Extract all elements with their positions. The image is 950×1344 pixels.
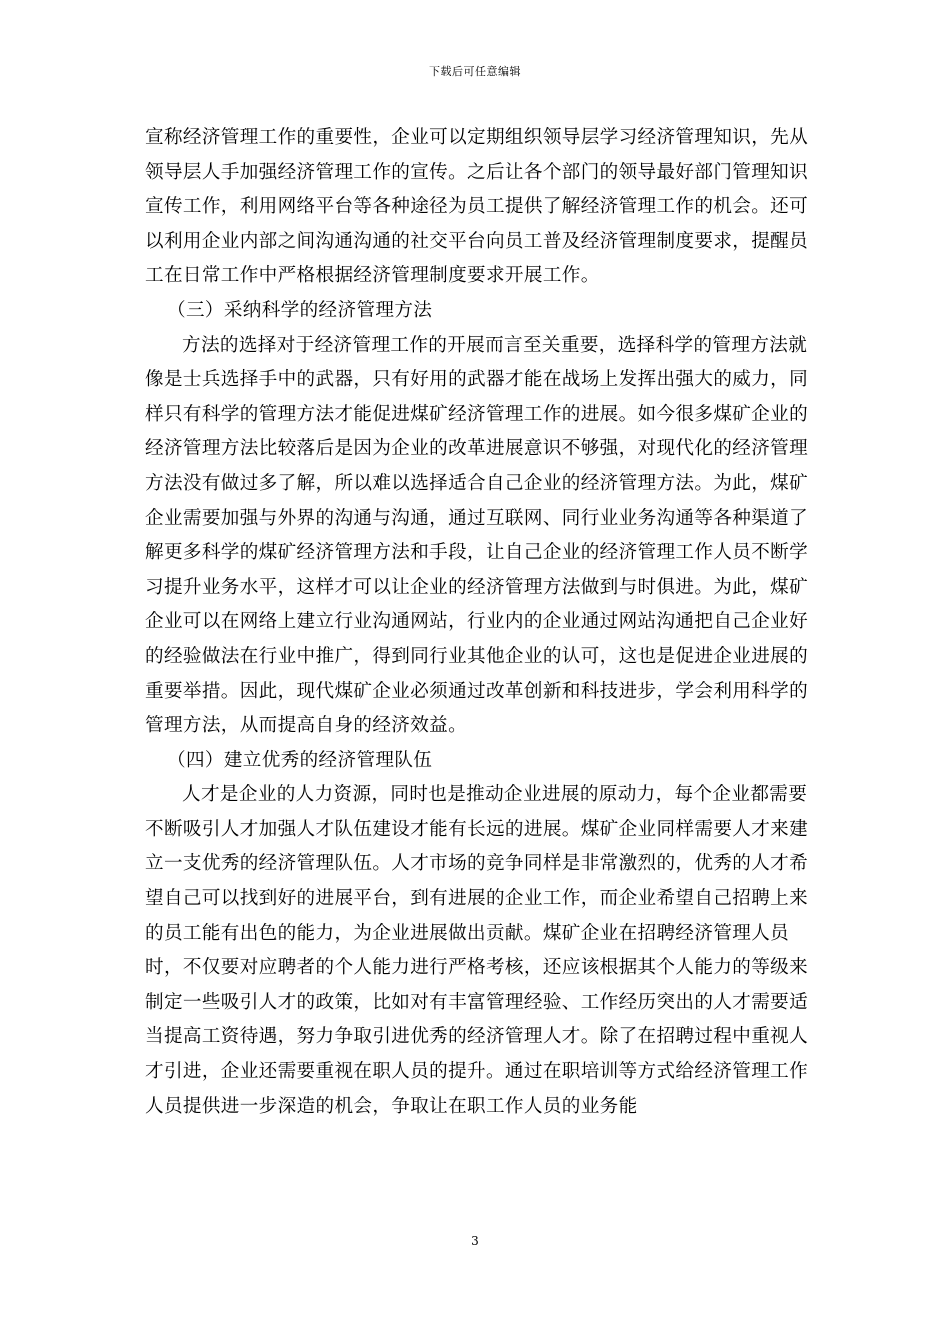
- paragraph-1: 宣称经济管理工作的重要性，企业可以定期组织领导层学习经济管理知识，先从领导层人手加强经济管理工作的宣传。之后让各个部门的领导最好部门管理知识宣传工作，利用网络平台等各种途径为员工提供了解经济管理工作的机会。还可以利用企业内部之间沟通沟通的社交平台向员工普及经济管理制度要求，提醒员工在日常工作中严格根据经济管理制度要求开展工作。: [145, 127, 809, 287]
- paragraph-3: 人才是企业的人力资源，同时也是推动企业进展的原动力，每个企业都需要不断吸引人才加强人才队伍建设才能有长远的进展。煤矿企业同样需要人才来建立一支优秀的经济管理队伍。人才市场的竞争同样是非常激烈的，优秀的人才希望自己可以找到好的进展平台，到有进展的企业工作，而企业希望自己招聘上来的员工能有出色的能力，为企业进展做出贡献。煤矿企业在招聘经济管理人员时，不仅要对应聘者的个人能力进行严格考核，还应该根据其个人能力的等级来制定一些吸引人才的政策，比如对有丰富管理经验、工作经历突出的人才需要适当提高工资待遇，努力争取引进优秀的经济管理人才。除了在招聘过程中重视人才引进，企业还需要重视在职人员的提升。通过在职培训等方式给经济管理工作人员提供进一步深造的机会，争取让在职工作人员的业务能: [145, 784, 809, 1117]
- page-header: 下载后可任意编辑: [429, 65, 521, 78]
- page-number: 3: [471, 1234, 479, 1248]
- document-body: [145, 121, 809, 1124]
- paragraph-2: 方法的选择对于经济管理工作的开展而言至关重要，选择科学的管理方法就像是士兵选择手中的武器，只有好用的武器才能在战场上发挥出强大的威力，同样只有科学的管理方法才能促进煤矿经济管理工作的进展。如今很多煤矿企业的经济管理方法比较落后是因为企业的改革进展意识不够强，对现代化的经济管理方法没有做过多了解，所以难以选择适合自己企业的经济管理方法。为此，煤矿企业需要加强与外界的沟通与沟通，通过互联网、同行业业务沟通等各种渠道了解更多科学的煤矿经济管理方法和手段，让自己企业的经济管理工作人员不断学习提升业务水平，这样才可以让企业的经济管理方法做到与时俱进。为此，煤矿企业可以在网络上建立行业沟通网站，行业内的企业通过网站沟通把自己企业好的经验做法在行业中推广，得到同行业其他企业的认可，这也是促进企业进展的重要举措。因此，现代煤矿企业必须通过改革创新和科技进步，学会利用科学的管理方法，从而提高自身的经济效益。: [145, 334, 809, 737]
- section-heading-4: （四）建立优秀的经济管理队伍: [167, 749, 433, 771]
- section-heading-3: （三）采纳科学的经济管理方法: [167, 299, 433, 321]
